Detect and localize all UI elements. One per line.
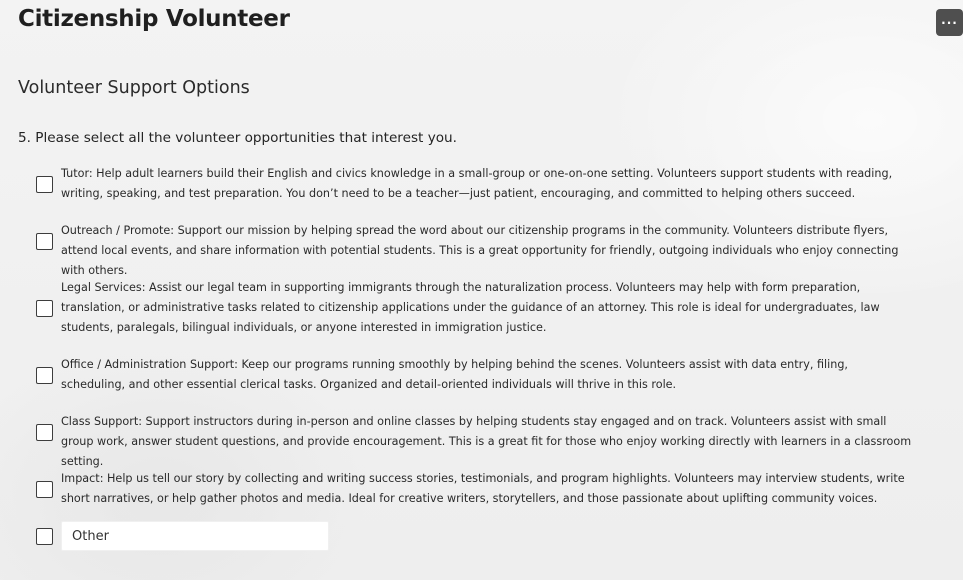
legal-services-checkbox[interactable] [36, 300, 53, 317]
form-title: Citizenship Volunteer [18, 6, 290, 32]
question-text: 5. Please select all the volunteer opportunities that interest you. [18, 130, 457, 146]
option-label: Outreach / Promote: Support our mission by helping spread the word about our citizenship programs in the community. Volunteers distribute flyers, attend local events, and share information with potential students. This is a great opportunity for friendly, outgoing individuals who enjoy connecting with others. [61, 224, 899, 277]
outreach-checkbox[interactable] [36, 233, 53, 250]
other-text-input[interactable] [61, 521, 329, 551]
class-support-checkbox[interactable] [36, 424, 53, 441]
impact-checkbox[interactable] [36, 481, 53, 498]
option-label: Tutor: Help adult learners build their English and civics knowledge in a small-group or one-on-one setting. Volunteers support students with reading, writing, speaking, and test preparation. You don’t need to be a teacher—just patient, encouraging, and committed to helping others succeed. [61, 167, 893, 200]
option-label: Legal Services: Assist our legal team in supporting immigrants through the naturalization process. Volunteers may help with form preparation, translation, or administrative tasks related to citizenship applications under the guidance of an attorney. This role is ideal for undergraduates, law students, paralegals, bilingual individuals, or anyone interested in immigration justice. [61, 281, 880, 334]
tutor-checkbox[interactable] [36, 176, 53, 193]
section-title: Volunteer Support Options [18, 78, 250, 98]
option-label: Impact: Help us tell our story by collecting and writing success stories, testimonials, and program highlights. Volunteers may interview students, write short narratives, or help gather photos and media. Ideal for creative writers, storytellers, and those passionate about uplifting community voices. [61, 472, 905, 505]
option-label: Office / Administration Support: Keep our programs running smoothly by helping behind the scenes. Volunteers assist with data entry, filing, scheduling, and other essential clerical tasks. Organized and detail-oriented individuals will thrive in this role. [61, 358, 848, 391]
ellipsis-icon: ··· [941, 15, 958, 30]
option-label: Class Support: Support instructors during in-person and online classes by helping students stay engaged and on track. Volunteers assist with small group work, answer student questions, and provide encouragement. This is a great fit for those who enjoy working directly with learners in a classroom setting. [61, 415, 912, 468]
office-support-checkbox[interactable] [36, 367, 53, 384]
other-checkbox[interactable] [36, 528, 53, 545]
